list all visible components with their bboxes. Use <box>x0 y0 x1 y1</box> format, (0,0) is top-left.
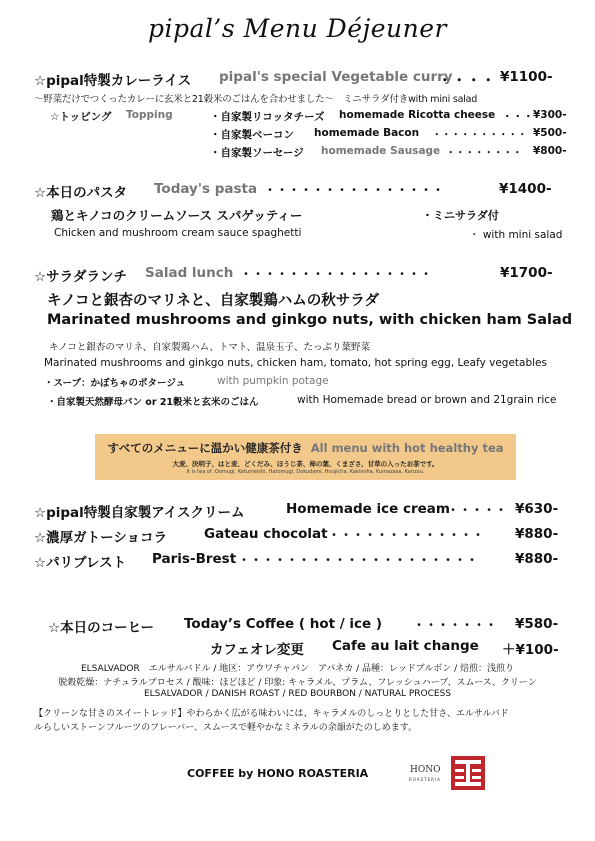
salad-ingredients-ja: キノコと銀杏のマリネ、自家製鶏ハム、トマト、温泉玉子、たっぷり葉野菜 <box>49 342 371 353</box>
footer-credit: COFFEE by HONO ROASTERIA <box>187 767 369 780</box>
dessert-chocolat-price: ¥880- <box>515 526 559 542</box>
healthy-tea-banner <box>95 434 516 480</box>
dessert-icecream-price: ¥630- <box>515 501 559 517</box>
coffee-origin-line2: 脱穀乾燥：ナチュラルプロセス / 酸味：ほどほど / 印象: キャラメル、プラム、フレッシュハーブ、スムース、クリーン <box>58 678 537 688</box>
pasta-dots: ・・・・・・・・・・・・・・・ <box>264 183 445 197</box>
coffee-note-line2: ルらしいストーンフルーツのフレーバー、スムースで軽やかなミネラルの余韻がたのしめます。 <box>34 723 418 733</box>
topping-label-en: Topping <box>126 109 173 121</box>
curry-dots: ・・・・ <box>438 73 496 89</box>
dessert-parisbrest-price: ¥880- <box>515 551 559 567</box>
dessert-icecream-dots: ・・・・・ <box>447 503 508 517</box>
hono-logo-sub: ROASTERIA <box>409 777 441 782</box>
cafe-au-lait-en: Cafe au lait change <box>332 638 479 654</box>
pasta-side-en: ・ with mini salad <box>469 229 563 241</box>
salad-price: ¥1700- <box>500 265 553 281</box>
curry-name-ja: ☆pipal特製カレーライス <box>34 73 192 89</box>
pasta-side-ja: ・ミニサラダ付 <box>422 209 499 222</box>
dessert-parisbrest-dots: ・・・・・・・・・・・・・・・・・・・・ <box>238 553 479 567</box>
curry-name-en: pipal's special Vegetable curry <box>219 69 453 85</box>
topping-ricotta-dots: ・・・ <box>502 111 534 123</box>
dessert-chocolat-en: Gateau chocolat <box>204 526 328 542</box>
topping-label-ja: ☆トッピング <box>50 111 112 123</box>
salad-bread-en: with Homemade bread or brown and 21grain rice <box>297 394 557 406</box>
dessert-icecream-en: Homemade ice cream <box>286 501 450 517</box>
topping-bacon-dots: ・・・・・・・・・・ <box>432 130 528 141</box>
dessert-icecream-ja: ☆pipal特製自家製アイスクリーム <box>34 505 245 521</box>
tea-banner-title <box>95 440 516 456</box>
hono-logo-svg <box>451 756 485 790</box>
topping-bacon-ja: ・自家製ベーコン <box>210 129 294 141</box>
salad-dish-en: Marinated mushrooms and ginkgo nuts, with chicken ham Salad <box>47 312 573 328</box>
salad-ingredients-en: Marinated mushrooms and ginkgo nuts, chicken ham, tomato, hot spring egg, Leafy vegetables <box>44 357 547 369</box>
salad-name-ja: ☆サラダランチ <box>34 269 127 285</box>
coffee-price: ¥580- <box>515 616 559 632</box>
pasta-price: ¥1400- <box>499 181 552 197</box>
topping-ricotta-price: ¥300- <box>533 109 567 121</box>
salad-soup-en: with pumpkin potage <box>217 375 329 387</box>
pasta-name-ja: ☆本日のパスタ <box>34 185 128 201</box>
tea-main-ja: すべてのメニューに温かい健康茶付き <box>107 441 303 455</box>
topping-sausage-dots: ・・・・・・・・ <box>446 148 523 159</box>
coffee-name-ja: ☆本日のコーヒー <box>48 620 155 636</box>
hono-logo-text: HONO <box>410 765 441 775</box>
topping-ricotta-en: homemade Ricotta cheese <box>339 109 496 121</box>
pasta-name-en: Today's pasta <box>154 181 258 197</box>
tea-main-en: All menu with hot healthy tea <box>310 441 504 455</box>
coffee-origin-line1: ELSALVADOR エルサルバドル / 地区：アウワチャパン アパネカ / 品種：レッドブルボン / 焙煎：浅煎り <box>80 664 515 674</box>
salad-dish-ja: キノコと銀杏のマリネと、自家製鶏ハムの秋サラダ <box>47 293 380 309</box>
coffee-note-line1: 【クリーンな甘さのスイートレッド】やわらかく広がる味わいには、キャラメルのしっとりとした甘さ、エルサルバド <box>34 709 509 719</box>
pasta-dish-ja: 鶏とキノコのクリームソース スパゲッティー <box>51 208 303 223</box>
tea-list-en: It is tea of :Oomugi, Ketumeishi, Hatomugi, Dokudami, Houjicha, Kakinoha, Kumazasa, Kanzou. <box>186 469 425 475</box>
tea-list-ja: 大麦、決明子、はと麦、どくだみ、ほうじ茶、柿の葉、くまざさ、甘草の入ったお茶です。 <box>172 460 439 468</box>
curry-description: 〜野菜だけでつくったカレーに玄米と21穀米のごはんを合わせました〜 ミニサラダ付きwith mini salad <box>34 94 478 105</box>
topping-bacon-en: homemade Bacon <box>314 127 420 139</box>
dessert-parisbrest-en: Paris-Brest <box>152 551 237 567</box>
topping-sausage-ja: ・自家製ソーセージ <box>210 147 304 159</box>
page-title: pipal’s Menu Déjeuner <box>147 14 447 43</box>
coffee-origin-line3: ELSALVADOR / DANISH ROAST / RED BOURBON / NATURAL PROCESS <box>143 689 452 699</box>
dessert-parisbrest-ja: ☆パリブレスト <box>34 555 127 571</box>
topping-sausage-price: ¥800- <box>533 145 567 157</box>
dessert-chocolat-ja: ☆濃厚ガトーショコラ <box>34 530 168 546</box>
curry-price: ¥1100- <box>500 69 553 85</box>
topping-bacon-price: ¥500- <box>533 127 567 139</box>
cafe-au-lait-ja: カフェオレ変更 <box>210 642 304 658</box>
coffee-name-en: Today’s Coffee ( hot / ice ) <box>184 616 383 632</box>
salad-dots: ・・・・・・・・・・・・・・・・ <box>240 267 433 281</box>
dessert-chocolat-dots: ・・・・・・・・・・・・・ <box>328 528 485 542</box>
cafe-au-lait-price: ＋¥100- <box>502 642 559 658</box>
salad-name-en: Salad lunch <box>145 265 234 281</box>
topping-ricotta-ja: ・自家製リコッタチーズ <box>210 111 325 123</box>
hono-logo-mark-icon <box>451 756 485 790</box>
coffee-dots: ・・・・・・・ <box>413 618 498 632</box>
topping-sausage-en: homemade Sausage <box>321 145 441 157</box>
salad-bread-ja: ・自家製天然酵母パン or 21穀米と玄米のごはん <box>47 397 259 408</box>
pasta-dish-en: Chicken and mushroom cream sauce spaghetti <box>54 227 302 239</box>
salad-soup-ja: ・スープ：かぼちゃのポタージュ <box>44 378 186 389</box>
